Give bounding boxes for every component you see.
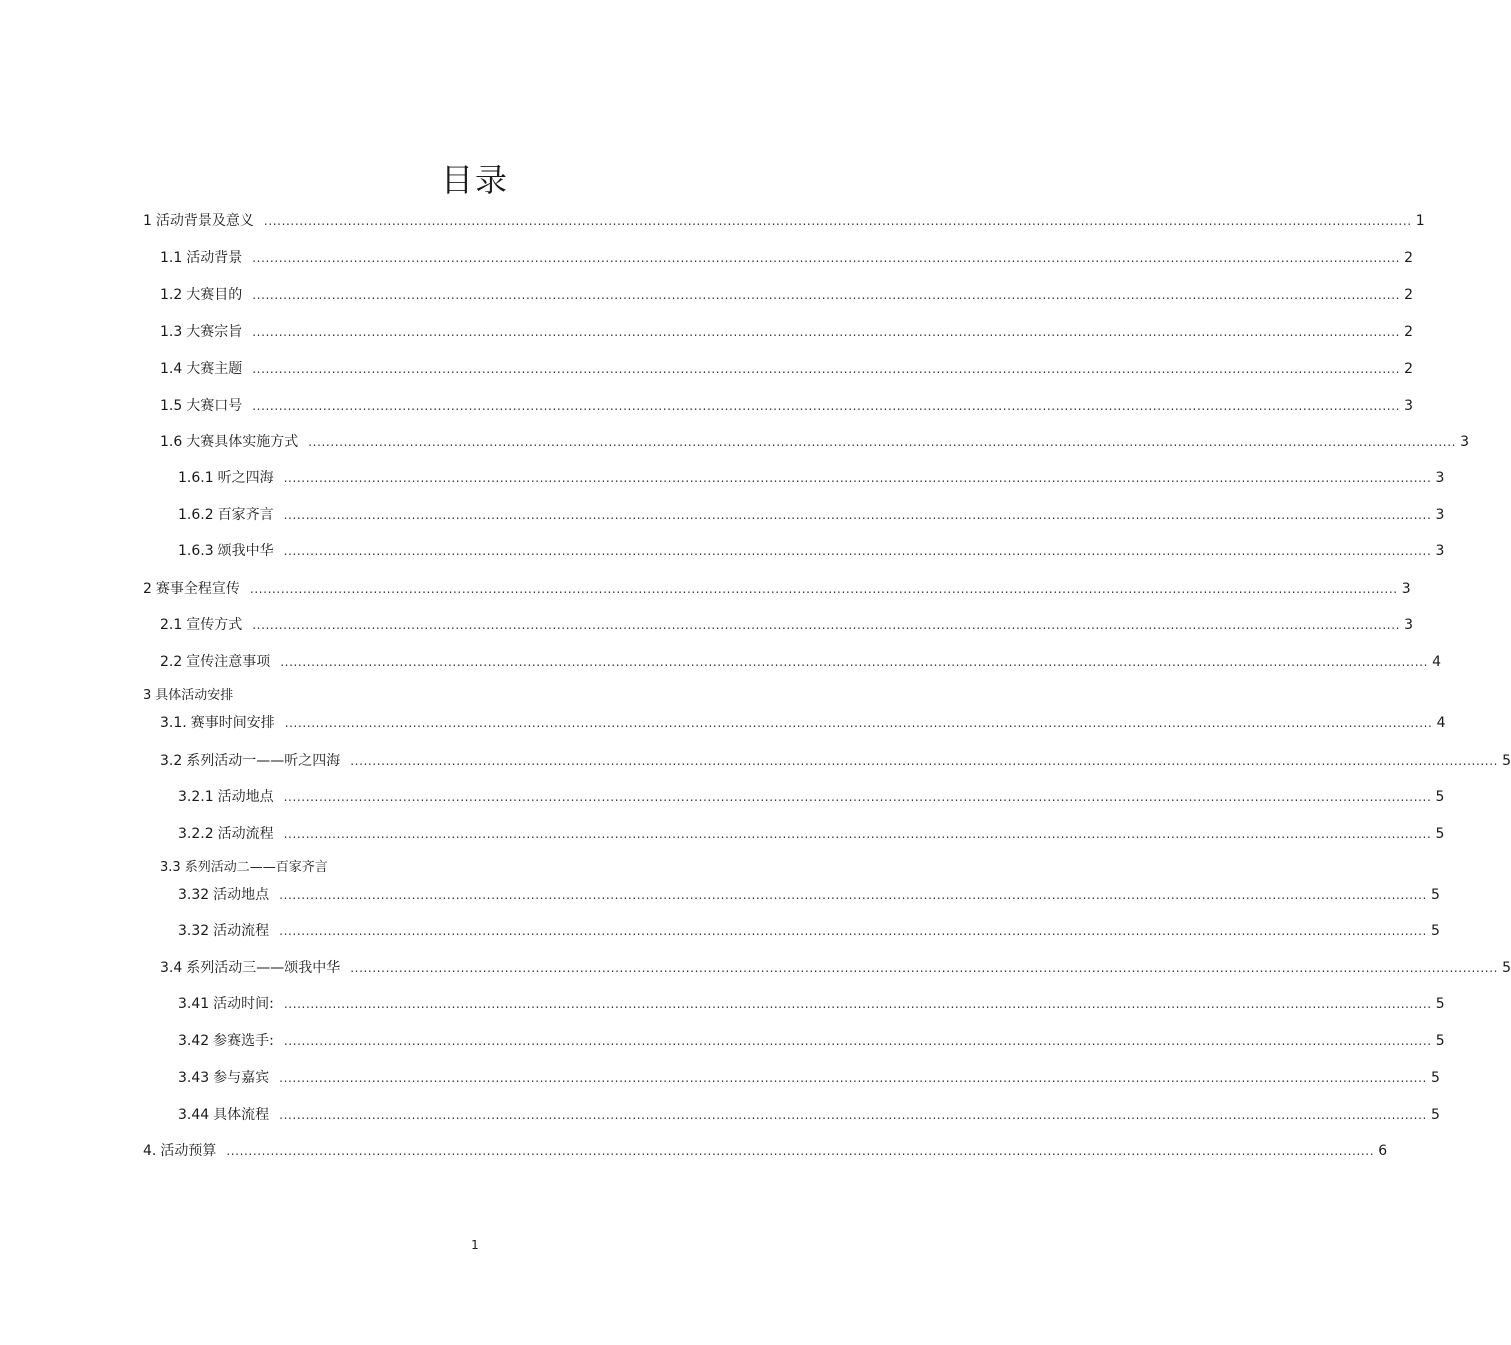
toc-dot-leader: .................................................................................................................................................................................................................................................................... [283, 1034, 1432, 1048]
toc-entry[interactable] [178, 542, 1445, 560]
toc-dot-leader: .................................................................................................................................................................................................................................................................... [279, 1071, 1427, 1085]
toc-entry-page: 3 [1404, 617, 1414, 633]
toc-entry-page: 2 [1404, 250, 1414, 266]
toc-dot-leader: .................................................................................................................................................................................................................................................................... [280, 655, 1429, 669]
toc-entry-label: 宣传注意事项 [186, 654, 271, 670]
toc-dot-leader: .................................................................................................................................................................................................................................................................... [350, 961, 1499, 975]
toc-entry-label: 百家齐言 [217, 507, 274, 523]
toc-entry[interactable] [178, 825, 1445, 843]
toc-dot-leader: .................................................................................................................................................................................................................................................................... [284, 716, 1433, 730]
toc-entry-number: 1.3 [160, 324, 183, 340]
toc-entry-number: 1 [143, 213, 152, 229]
toc-dot-leader: .................................................................................................................................................................................................................................................................... [226, 1144, 1375, 1158]
toc-entry[interactable] [178, 1069, 1440, 1087]
toc-entry-page: 5 [1435, 996, 1445, 1012]
toc-entry-label: 赛事全程宣传 [155, 581, 240, 597]
toc-entry-page: 3 [1460, 434, 1470, 450]
toc-entry-number: 3.1. [160, 715, 187, 731]
toc-entry-page: 5 [1435, 789, 1445, 805]
toc-entry[interactable] [160, 433, 1470, 451]
toc-entry[interactable] [160, 286, 1414, 304]
toc-dot-leader: .................................................................................................................................................................................................................................................................... [279, 888, 1427, 902]
toc-entry-page: 3 [1401, 581, 1411, 597]
toc-entry-page: 5 [1435, 826, 1445, 842]
toc-entry-label: 大赛具体实施方式 [186, 434, 299, 450]
toc-entry[interactable] [160, 249, 1414, 267]
toc-entry-label: 颂我中华 [217, 543, 274, 559]
document-title: 目录 [440, 161, 509, 199]
toc-dot-leader: .................................................................................................................................................................................................................................................................... [308, 435, 1457, 449]
toc-entry[interactable] [178, 886, 1440, 904]
toc-dot-leader: .................................................................................................................................................................................................................................................................... [350, 754, 1499, 768]
toc-entry-number: 1.6.1 [178, 470, 214, 486]
toc-entry-number: 3.42 [178, 1033, 210, 1049]
toc-entry-page: 1 [1415, 213, 1425, 229]
toc-entry[interactable] [143, 1142, 1388, 1160]
toc-entry[interactable] [178, 506, 1445, 524]
toc-entry[interactable] [160, 752, 1511, 770]
toc-entry-number: 3.43 [178, 1070, 210, 1086]
toc-entry-number: 1.2 [160, 287, 183, 303]
toc-entry-number: 1.6.2 [178, 507, 214, 523]
toc-entry-page: 4 [1436, 715, 1446, 731]
toc-dot-leader: .................................................................................................................................................................................................................................................................... [249, 582, 1398, 596]
toc-entry-label: 赛事时间安排 [190, 715, 275, 731]
toc-dot-leader: .................................................................................................................................................................................................................................................................... [263, 214, 1412, 228]
toc-entry-label: 具体活动安排 [155, 688, 234, 703]
toc-entry-page: 3 [1404, 398, 1414, 414]
toc-entry-number: 1.6.3 [178, 543, 214, 559]
toc-entry-page: 2 [1404, 361, 1414, 377]
toc-entry-number: 4. [143, 1143, 157, 1159]
toc-entry-label: 宣传方式 [186, 617, 243, 633]
toc-entry-page: 5 [1431, 1107, 1440, 1123]
toc-dot-leader: .................................................................................................................................................................................................................................................................... [283, 997, 1432, 1011]
toc-dot-leader: .................................................................................................................................................................................................................................................................... [279, 1108, 1427, 1122]
toc-entry-label: 系列活动三——颂我中华 [186, 960, 341, 976]
page-number: 1 [471, 1238, 479, 1252]
toc-entry-page: 2 [1404, 287, 1414, 303]
toc-dot-leader: .................................................................................................................................................................................................................................................................... [279, 924, 1427, 938]
toc-entry[interactable] [143, 580, 1411, 598]
toc-entry-page: 5 [1431, 923, 1440, 939]
toc-entry-page: 6 [1378, 1143, 1388, 1159]
toc-entry[interactable] [178, 1032, 1445, 1050]
toc-entry-page: 5 [1431, 1070, 1440, 1086]
toc-entry-label: 听之四海 [217, 470, 274, 486]
toc-entry-label: 参与嘉宾 [213, 1070, 270, 1086]
toc-entry[interactable] [178, 922, 1440, 940]
toc-entry-label: 活动流程 [213, 923, 270, 939]
toc-entry-page: 5 [1502, 960, 1511, 976]
toc-entry[interactable] [160, 397, 1414, 415]
toc-dot-leader: .................................................................................................................................................................................................................................................................... [252, 251, 1401, 265]
toc-entry-number: 3.32 [178, 887, 210, 903]
toc-entry-label: 活动背景 [186, 250, 243, 266]
toc-entry-page: 3 [1435, 507, 1445, 523]
toc-entry-number: 3 [143, 688, 152, 703]
toc-entry[interactable] [178, 995, 1445, 1013]
toc-entry[interactable] [178, 788, 1445, 806]
toc-entry-label: 系列活动二——百家齐言 [184, 860, 328, 875]
toc-entry[interactable] [160, 653, 1442, 671]
toc-entry[interactable] [178, 469, 1445, 487]
toc-entry-label: 参赛选手: [213, 1033, 274, 1049]
toc-entry-page: 5 [1435, 1033, 1445, 1049]
toc-entry-label: 大赛宗旨 [186, 324, 243, 340]
toc-entry-label: 大赛口号 [186, 398, 243, 414]
toc-entry-number: 2.2 [160, 654, 183, 670]
toc-entry-label: 大赛主题 [186, 361, 243, 377]
toc-entry-number: 3.2.2 [178, 826, 214, 842]
toc-entry-label: 系列活动一——听之四海 [186, 753, 341, 769]
toc-entry-number: 2 [143, 581, 152, 597]
toc-entry-label: 活动地点 [217, 789, 274, 805]
toc-entry-number: 3.41 [178, 996, 210, 1012]
toc-entry[interactable] [160, 616, 1414, 634]
toc-entry-label: 活动背景及意义 [155, 213, 254, 229]
toc-entry-number: 3.44 [178, 1107, 210, 1123]
toc-dot-leader: .................................................................................................................................................................................................................................................................... [283, 471, 1432, 485]
toc-dot-leader: .................................................................................................................................................................................................................................................................... [252, 288, 1401, 302]
toc-dot-leader: .................................................................................................................................................................................................................................................................... [252, 399, 1401, 413]
toc-entry-number: 3.4 [160, 960, 183, 976]
toc-entry-number: 3.2.1 [178, 789, 214, 805]
toc-dot-leader: .................................................................................................................................................................................................................................................................... [252, 325, 1401, 339]
toc-entry-number: 3.3 [160, 860, 181, 875]
toc-dot-leader: .................................................................................................................................................................................................................................................................... [283, 827, 1432, 841]
toc-entry-number: 1.6 [160, 434, 183, 450]
toc-entry-number: 3.2 [160, 753, 183, 769]
toc-dot-leader: .................................................................................................................................................................................................................................................................... [283, 544, 1432, 558]
toc-entry-label: 活动流程 [217, 826, 274, 842]
toc-entry[interactable] [160, 959, 1511, 977]
toc-entry-number: 2.1 [160, 617, 183, 633]
toc-entry[interactable] [178, 1106, 1440, 1124]
toc-entry-page: 2 [1404, 324, 1414, 340]
toc-entry-page: 4 [1432, 654, 1442, 670]
toc-dot-leader: .................................................................................................................................................................................................................................................................... [252, 362, 1401, 376]
toc-entry-number: 1.1 [160, 250, 183, 266]
toc-entry-number: 1.5 [160, 398, 183, 414]
toc-entry-page: 5 [1502, 753, 1511, 769]
toc-dot-leader: .................................................................................................................................................................................................................................................................... [283, 508, 1432, 522]
toc-dot-leader: .................................................................................................................................................................................................................................................................... [252, 618, 1401, 632]
toc-entry[interactable] [160, 714, 1446, 732]
toc-entry-number: 1.4 [160, 361, 183, 377]
toc-dot-leader: .................................................................................................................................................................................................................................................................... [283, 790, 1432, 804]
toc-entry-label: 活动预算 [160, 1143, 217, 1159]
toc-entry[interactable] [143, 212, 1425, 230]
toc-entry-label: 活动时间: [213, 996, 274, 1012]
toc-entry-number: 3.32 [178, 923, 210, 939]
toc-entry-label: 具体流程 [213, 1107, 270, 1123]
toc-entry-page: 3 [1435, 543, 1445, 559]
toc-entry[interactable] [160, 360, 1414, 378]
toc-entry-page: 5 [1431, 887, 1440, 903]
toc-entry-page: 3 [1435, 470, 1445, 486]
toc-entry[interactable] [160, 859, 810, 877]
toc-entry-label: 大赛目的 [186, 287, 243, 303]
toc-entry[interactable] [160, 323, 1414, 341]
toc-entry[interactable] [143, 687, 810, 705]
toc-entry-label: 活动地点 [213, 887, 270, 903]
